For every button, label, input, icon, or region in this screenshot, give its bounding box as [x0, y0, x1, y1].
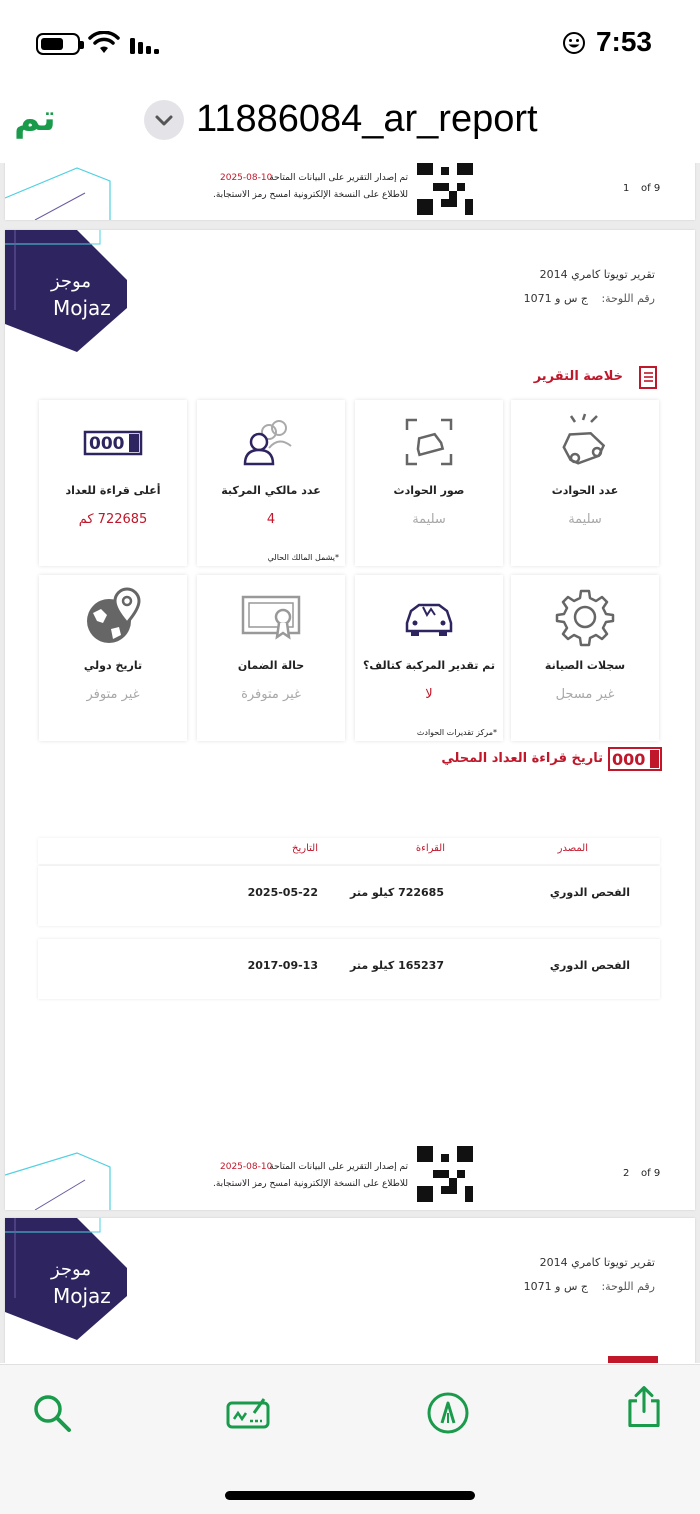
- report-document-icon: [637, 366, 659, 390]
- chevron-down-icon: [144, 100, 184, 140]
- card-value: 722685 كم: [78, 512, 148, 527]
- card-value: سليمة: [412, 512, 446, 527]
- cellular-signal-icon: [130, 36, 160, 54]
- decor-shape: [5, 163, 115, 220]
- table-row: [38, 939, 660, 999]
- certificate-icon: [241, 587, 301, 647]
- plate-value: ج س و 1071: [523, 1280, 588, 1293]
- card-international-history: [39, 575, 187, 741]
- logo-text-ar: موجز: [51, 271, 91, 292]
- col-date: التاريخ: [292, 843, 318, 854]
- scan-text: للاطلاع على النسخة الإلكترونية امسح رمز الاستجابة.: [213, 1179, 408, 1189]
- issued-date: 2025-08-10: [220, 173, 273, 183]
- issued-text: تم إصدار التقرير على البيانات المتاحة: [269, 1162, 408, 1172]
- card-value: لا: [425, 687, 433, 702]
- card-note: *يشمل المالك الحالي: [267, 553, 339, 562]
- done-button[interactable]: تم: [14, 98, 56, 139]
- plate-value: ج س و 1071: [523, 292, 588, 305]
- bottom-toolbar: [0, 1364, 700, 1514]
- card-value: 4: [266, 512, 276, 527]
- cell-date: 2017-09-13: [247, 959, 318, 972]
- odometer-icon: [608, 1356, 658, 1363]
- owners-icon: [241, 412, 301, 472]
- page-of-label: of 9: [641, 183, 661, 194]
- page-of-label: of 9: [641, 1168, 661, 1179]
- gear-icon: [555, 587, 615, 647]
- status-bar: [0, 0, 700, 90]
- home-indicator[interactable]: [225, 1491, 475, 1500]
- damaged-car-icon: [399, 587, 459, 647]
- globe-pin-icon: [83, 587, 143, 647]
- wifi-icon: [88, 31, 120, 55]
- card-total-loss: [355, 575, 503, 741]
- card-value: سليمة: [568, 512, 602, 527]
- odometer-history-title: تاريخ قراءة العداد المحلي: [441, 751, 603, 766]
- cell-source: الفحص الدوري: [549, 886, 630, 899]
- card-maintenance: [511, 575, 659, 741]
- card-value: غير مسجل: [555, 687, 615, 702]
- search-icon[interactable]: [30, 1391, 74, 1435]
- card-label: عدد مالكي المركبة: [221, 484, 321, 497]
- clock: 7:53: [595, 26, 652, 57]
- card-label: تاريخ دولي: [83, 659, 143, 672]
- summary-title: خلاصة التقرير: [533, 369, 623, 384]
- card-label: صور الحوادث: [393, 484, 465, 497]
- camera-car-icon: [399, 412, 459, 472]
- signature-icon[interactable]: [226, 1391, 270, 1435]
- page-number: 2: [623, 1168, 630, 1179]
- car-crash-icon: [555, 412, 615, 472]
- odometer-table-header: [38, 838, 660, 864]
- plate-label: رقم اللوحة:: [601, 1280, 655, 1293]
- card-value: غير متوفر: [86, 687, 140, 702]
- card-label: سجلات الصيانة: [544, 659, 626, 672]
- col-source: المصدر: [557, 843, 588, 854]
- card-owners: [197, 400, 345, 566]
- document-title: 11886084_ar_report: [196, 98, 538, 140]
- options-button[interactable]: [144, 100, 184, 140]
- card-accident-photos: [355, 400, 503, 566]
- issued-date: 2025-08-10: [220, 1162, 273, 1172]
- odometer-icon: [83, 412, 143, 472]
- smiley-icon: [562, 31, 586, 55]
- card-label: عدد الحوادث: [551, 484, 619, 497]
- page-1: [5, 163, 695, 220]
- markup-pen-icon[interactable]: [426, 1391, 470, 1435]
- col-reading: القراءة: [415, 843, 445, 854]
- card-note: *مركز تقديرات الحوادث: [416, 728, 497, 737]
- share-icon[interactable]: [622, 1385, 666, 1429]
- cell-source: الفحص الدوري: [549, 959, 630, 972]
- card-accidents: [511, 400, 659, 566]
- table-row: [38, 866, 660, 926]
- card-label: أعلى قراءة للعداد: [65, 484, 161, 497]
- cell-reading: 722685 كيلو متر: [349, 886, 444, 899]
- scan-text: للاطلاع على النسخة الإلكترونية امسح رمز الاستجابة.: [213, 190, 408, 200]
- card-value: غير متوفرة: [241, 687, 301, 702]
- mojaz-logo: [5, 1218, 135, 1343]
- report-title: تقرير تويوتا كامري 2014: [539, 268, 655, 281]
- qr-code[interactable]: [417, 163, 473, 215]
- page-2: [5, 230, 695, 1210]
- logo-text-en: Mojaz: [53, 1284, 111, 1308]
- card-max-odometer: [39, 400, 187, 566]
- card-warranty: [197, 575, 345, 741]
- issued-text: تم إصدار التقرير على البيانات المتاحة: [269, 173, 408, 183]
- report-title: تقرير تويوتا كامري 2014: [539, 1256, 655, 1269]
- page-3: [5, 1218, 695, 1363]
- document-viewer[interactable]: [0, 163, 700, 1363]
- qr-code[interactable]: [417, 1146, 473, 1202]
- logo-text-en: Mojaz: [53, 296, 111, 320]
- logo-text-ar: موجز: [51, 1259, 91, 1280]
- odometer-icon: [608, 747, 662, 771]
- svg-text:000: 000: [89, 434, 125, 454]
- page-number: 1: [623, 183, 630, 194]
- svg-text:000: 000: [612, 750, 646, 769]
- battery-icon: [36, 33, 80, 55]
- cell-reading: 165237 كيلو متر: [349, 959, 444, 972]
- cell-date: 2025-05-22: [247, 886, 318, 899]
- mojaz-logo: [5, 230, 135, 355]
- card-label: تم تقدير المركبة كتالف؟: [363, 659, 495, 672]
- decor-shape: [5, 1135, 115, 1210]
- plate-label: رقم اللوحة:: [601, 292, 655, 305]
- card-label: حالة الضمان: [237, 659, 305, 672]
